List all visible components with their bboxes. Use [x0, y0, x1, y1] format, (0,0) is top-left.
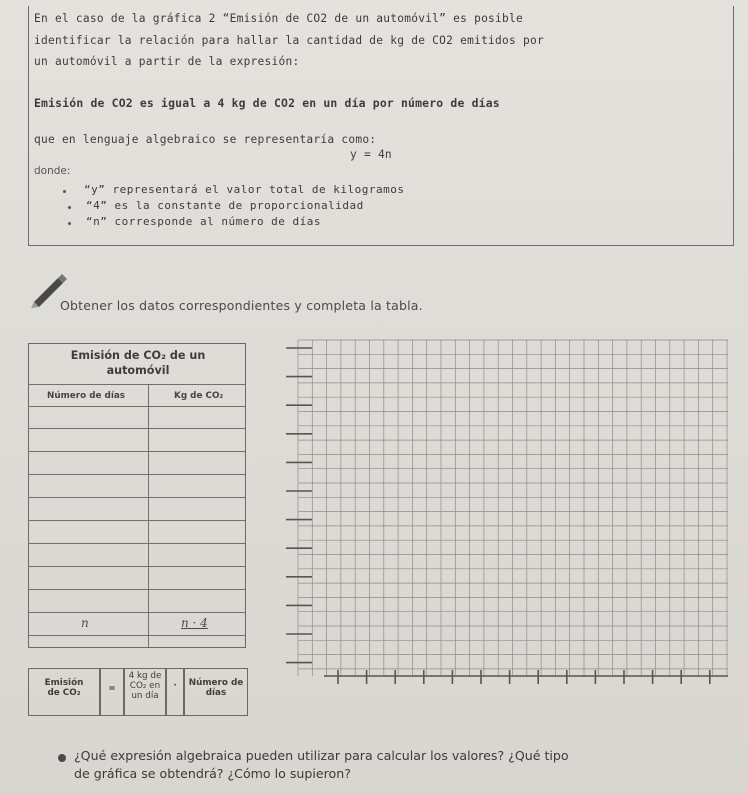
- graph-grid: [286, 330, 736, 710]
- emission-statement: Emisión de CO2 es igual a 4 kg de CO2 en un día por número de días: [34, 96, 500, 110]
- formula-days-line-1: Número de: [188, 678, 244, 688]
- table-row-line: [29, 520, 245, 521]
- algebra-line: que en lenguaje algebraico se representaría como:: [34, 133, 377, 146]
- equation: y = 4n: [350, 148, 392, 161]
- table-row-line: [29, 566, 245, 567]
- table-row-line: [29, 474, 245, 475]
- bullet-n: “n” corresponde al número de días: [86, 215, 322, 228]
- formula-emission-cell: [28, 668, 100, 716]
- question-line-1: ¿Qué expresión algebraica pueden utilizar para calcular los valores? ¿Qué tipo: [74, 748, 569, 763]
- table-row-line: [29, 589, 245, 590]
- table-row-line: [29, 497, 245, 498]
- formula-rate-line-1: 4 kg de: [128, 671, 162, 681]
- instruction: Obtener los datos correspondientes y completa la tabla.: [60, 298, 423, 313]
- formula-emission-line-2: de CO₂: [47, 688, 81, 698]
- handwritten-n: n: [81, 616, 89, 630]
- formula-times-cell: [166, 668, 184, 716]
- formula-times: ·: [173, 681, 177, 691]
- table-row-line: [29, 543, 245, 544]
- intro-line-3: un automóvil a partir de la expresión:: [34, 55, 300, 68]
- table-row-line: [29, 612, 245, 613]
- intro-line-2: identificar la relación para hallar la cantidad de kg de CO2 emitidos por: [34, 34, 544, 47]
- col-header-kg: Kg de CO₂: [174, 391, 224, 401]
- question-bullet-icon: [58, 754, 66, 762]
- formula-emission-line-1: Emisión: [44, 678, 84, 688]
- table-row-line: [29, 406, 245, 407]
- table-row-line: [29, 428, 245, 429]
- formula-box: [28, 668, 248, 716]
- col-header-days: Número de días: [47, 391, 126, 401]
- table-row-line: [29, 451, 245, 452]
- handwritten-n-times-4: n · 4: [181, 616, 208, 630]
- formula-rate-line-3: un día: [131, 691, 159, 701]
- formula-rate-cell: [124, 668, 166, 716]
- emission-table: [28, 343, 246, 648]
- question-line-2: de gráfica se obtendrá? ¿Cómo lo supieron?: [74, 766, 351, 781]
- bullet-4: “4” es la constante de proporcionalidad: [86, 199, 364, 212]
- donde-label: donde:: [34, 165, 71, 177]
- bullet-dot: [68, 206, 71, 209]
- formula-days-cell: [184, 668, 248, 716]
- table-row-line: [29, 635, 245, 636]
- bullet-dot: [68, 222, 71, 225]
- bullet-dot: [63, 190, 66, 193]
- formula-equals: =: [108, 684, 116, 694]
- formula-days-line-2: días: [205, 688, 227, 698]
- table-title-line-1: Emisión de CO₂ de un: [70, 349, 206, 362]
- table-title-line-2: automóvil: [106, 364, 170, 377]
- intro-line-1: En el caso de la gráfica 2 “Emisión de CO2 de un automóvil” es posible: [34, 12, 523, 25]
- formula-equals-cell: [100, 668, 124, 716]
- table-column-divider: [148, 384, 149, 647]
- table-divider: [29, 384, 245, 385]
- bullet-y: “y” representará el valor total de kilogramos: [84, 183, 405, 196]
- formula-rate-line-2: CO₂ en: [129, 681, 161, 691]
